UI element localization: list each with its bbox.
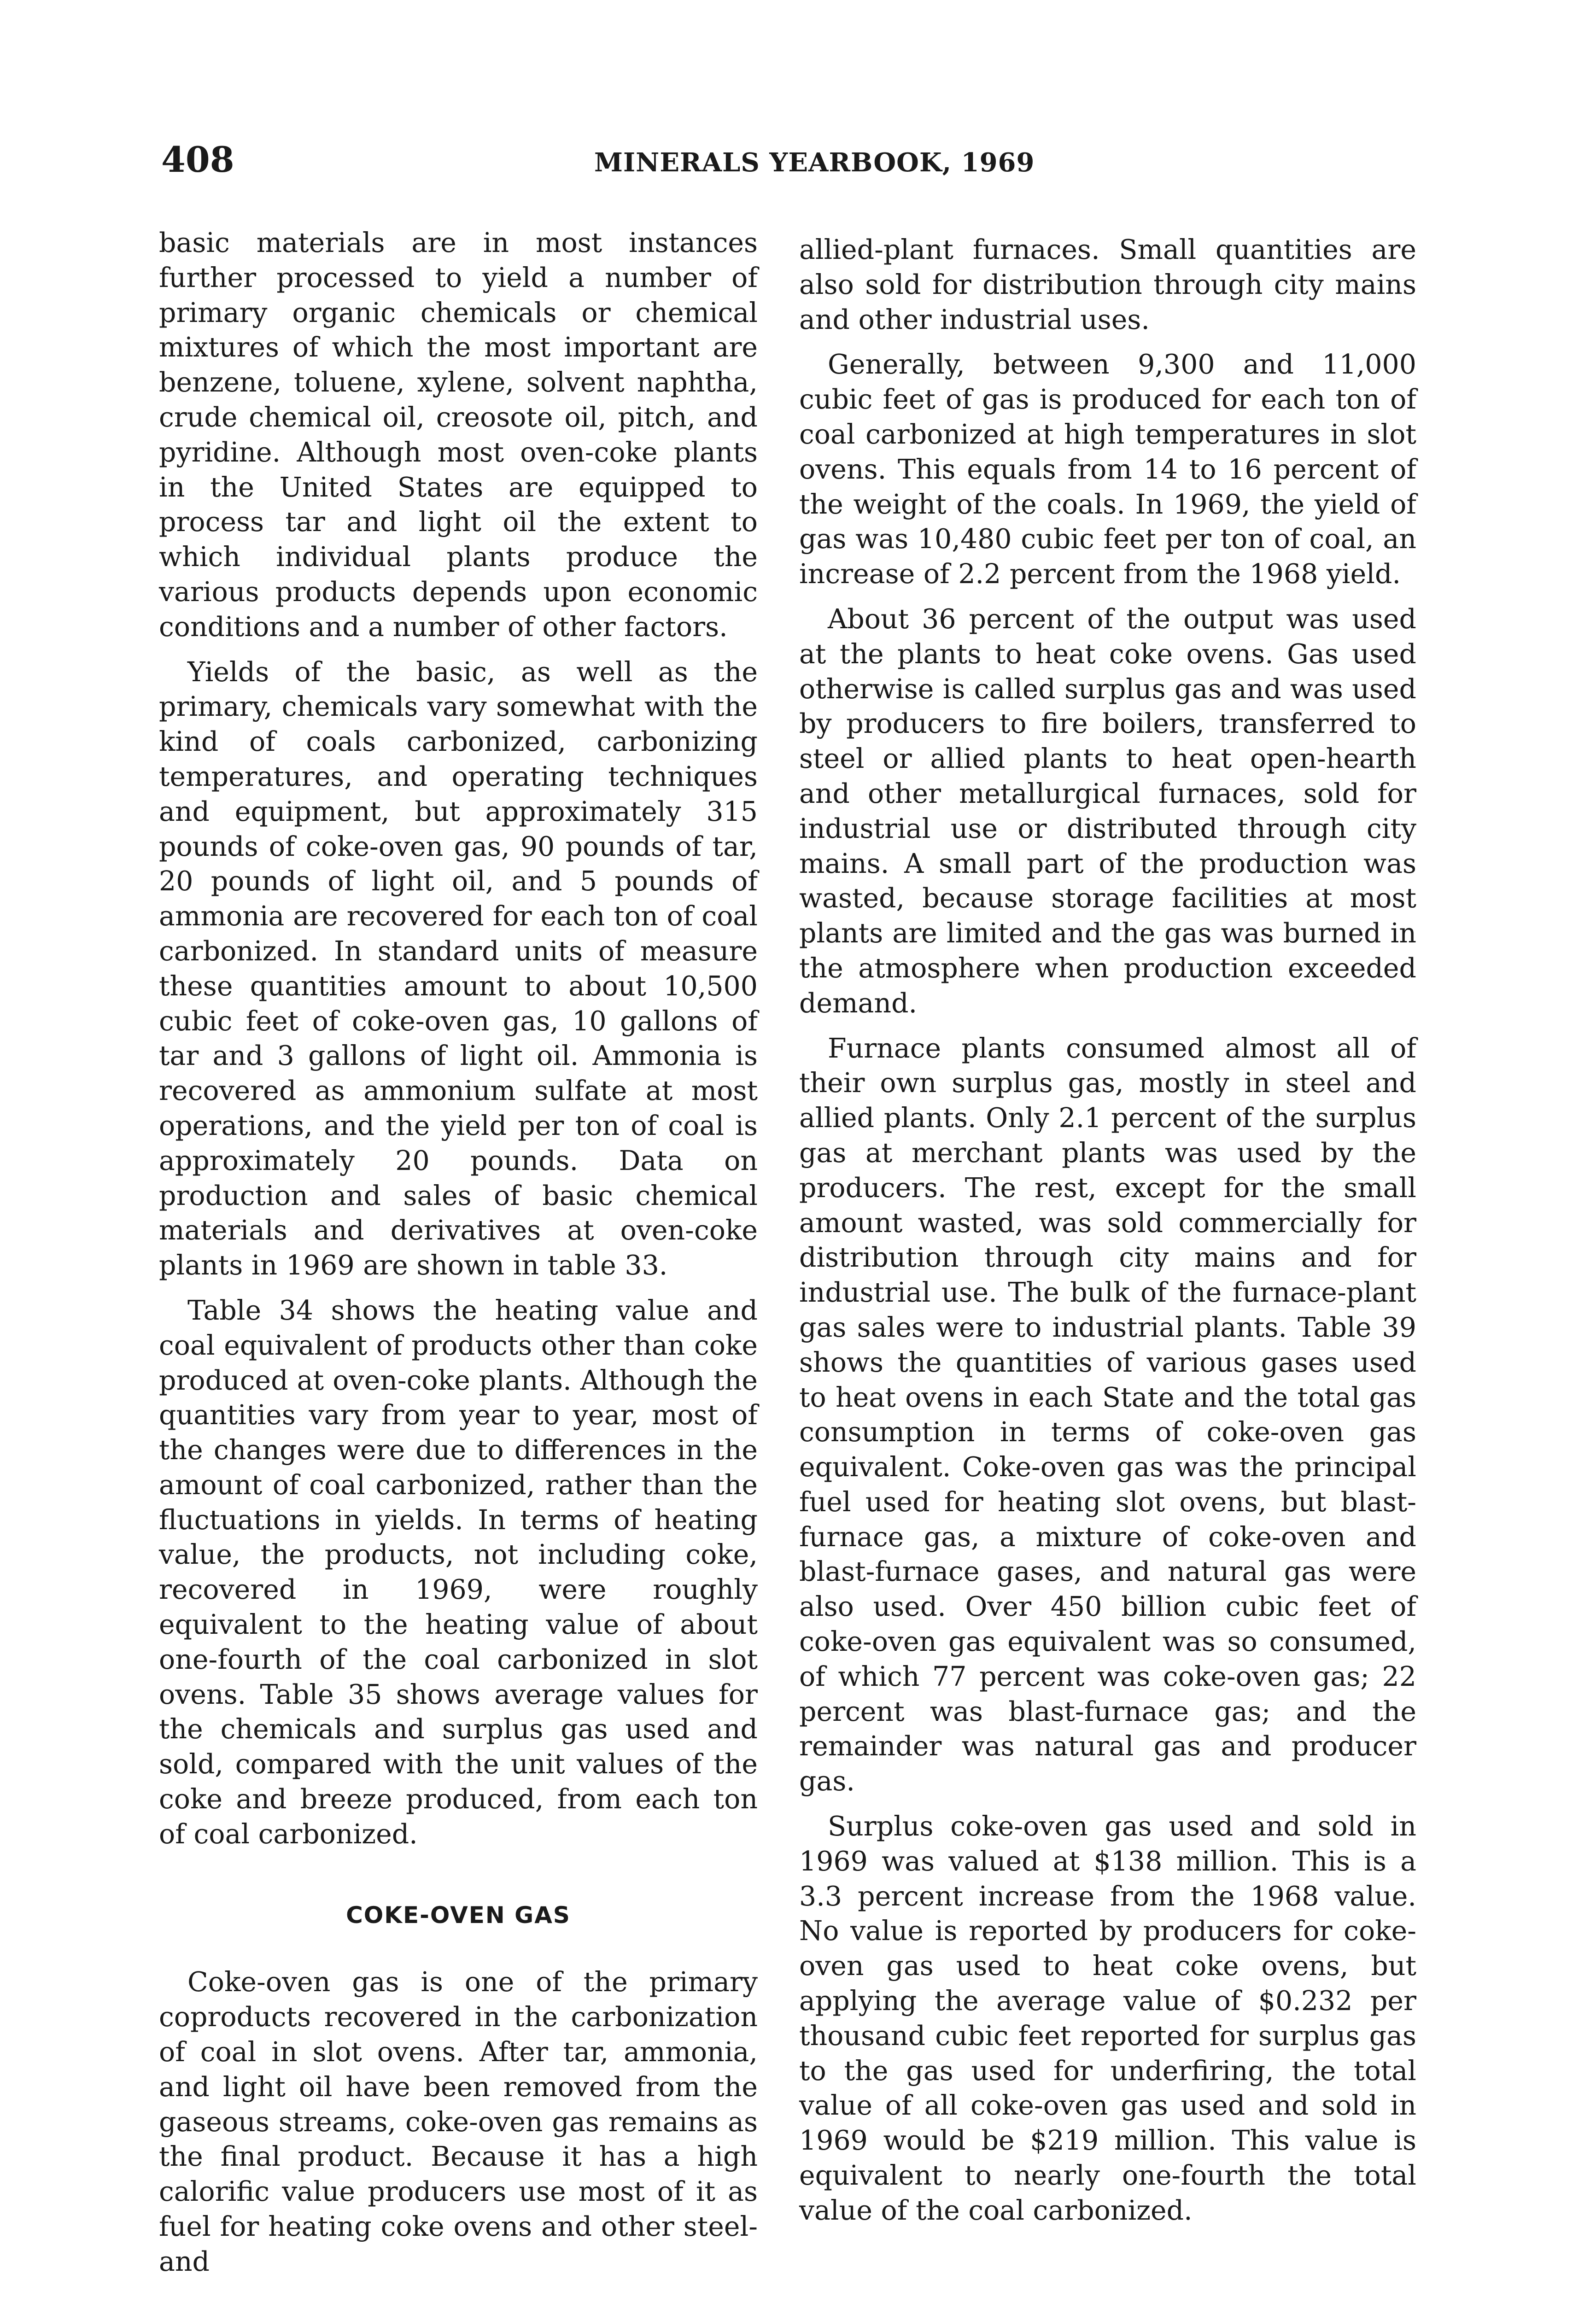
right-paragraph-5: Surplus coke-oven gas used and sold in 1969 was valued at $138 million. This is a 3.3 percent increase from the 1968 value. No value is reported by producers for coke-oven gas used to heat coke ovens, but applying the average value of $0.232 per thousand cubic feet reported for surplus gas to the gas used for underfiring, the total value of all coke-oven gas used and sold in 1969 would be $219 million. This value is equivalent to nearly one-fourth the total value of the coal carbonized.: [799, 1811, 1416, 2226]
left-paragraph-3: Table 34 shows the heating value and coal equivalent of products other than coke produced at oven-coke plants. Although the quantities vary from year to year, most of the changes were due to differences in the amount of coal carbonized, rather than the fluctuations in yields. In terms of heating value, the products, not including coke, recovered in 1969, were roughly equivalent to the heating value of about one-fourth of the coal carbonized in slot ovens. Table 35 shows average values for the chemicals and surplus gas used and sold, compared with the unit values of the coke and breeze produced, from each ton of coal carbonized.: [159, 1294, 758, 1850]
page-number: 408: [161, 139, 234, 180]
section-heading: COKE-OVEN GAS: [346, 1901, 571, 1929]
left-paragraph-1: basic materials are in most instances further processed to yield a number of primary organic chemicals or chemical mixtures of which the most important are benzene, toluene, xylene, solvent naphtha, crude chemical oil, creosote oil, pitch, and pyridine. Although most oven-coke plants in the United States are equipped to process tar and light oil the extent to which individual plants produce the various products depends upon economic conditions and a number of other factors.: [159, 227, 758, 643]
right-paragraph-4: Furnace plants consumed almost all of their own surplus gas, mostly in steel and allied plants. Only 2.1 percent of the surplus gas at merchant plants was used by the producers. The rest, except for the small amount wasted, was sold commercially for distribution through city mains and for industrial use. The bulk of the furnace-plant gas sales were to industrial plants. Table 39 shows the quantities of various gases used to heat ovens in each State and the total gas consumption in terms of coke-oven gas equivalent. Coke-oven gas was the principal fuel used for heating slot ovens, but blast-furnace gas, a mixture of coke-oven and blast-furnace gases, and natural gas were also used. Over 450 billion cubic feet of coke-oven gas equivalent was so consumed, of which 77 percent was coke-oven gas; 22 percent was blast-furnace gas; and the remainder was natural gas and producer gas.: [799, 1032, 1416, 1797]
right-column: [799, 233, 1416, 2239]
left-column: [159, 226, 758, 2290]
left-paragraph-2: Yields of the basic, as well as the primary, chemicals vary somewhat with the kind of coals carbonized, carbonizing temperatures, and operating techniques and equipment, but approximately 315 pounds of coke-oven gas, 90 pounds of tar, 20 pounds of light oil, and 5 pounds of ammonia are recovered for each ton of coal carbonized. In standard units of measure these quantities amount to about 10,500 cubic feet of coke-oven gas, 10 gallons of tar and 3 gallons of light oil. Ammonia is recovered as ammonium sulfate at most operations, and the yield per ton of coal is approximately 20 pounds. Data on production and sales of basic chemical materials and derivatives at oven-coke plants in 1969 are shown in table 33.: [159, 656, 758, 1281]
right-paragraph-1: allied-plant furnaces. Small quantities are also sold for distribution through city mains and other industrial uses.: [799, 234, 1416, 335]
right-paragraph-2: Generally, between 9,300 and 11,000 cubic feet of gas is produced for each ton of coal carbonized at high temperatures in slot ovens. This equals from 14 to 16 percent of the weight of the coals. In 1969, the yield of gas was 10,480 cubic feet per ton of coal, an increase of 2.2 percent from the 1968 yield.: [799, 349, 1416, 590]
right-paragraph-3: About 36 percent of the output was used at the plants to heat coke ovens. Gas used otherwise is called surplus gas and was used by producers to fire boilers, transferred to steel or allied plants to heat open-hearth and other metallurgical furnaces, sold for industrial use or distributed through city mains. A small part of the production was wasted, because storage facilities at most plants are limited and the gas was burned in the atmosphere when production exceeded demand.: [799, 603, 1416, 1019]
running-head: MINERALS YEARBOOK, 1969: [594, 147, 1035, 178]
left-paragraph-4: Coke-oven gas is one of the primary coproducts recovered in the carbonization of coal in slot ovens. After tar, ammonia, and light oil have been removed from the gaseous streams, coke-oven gas remains as the final product. Because it has a high calorific value producers use most of it as fuel for heating coke ovens and other steel-and: [159, 1966, 758, 2277]
